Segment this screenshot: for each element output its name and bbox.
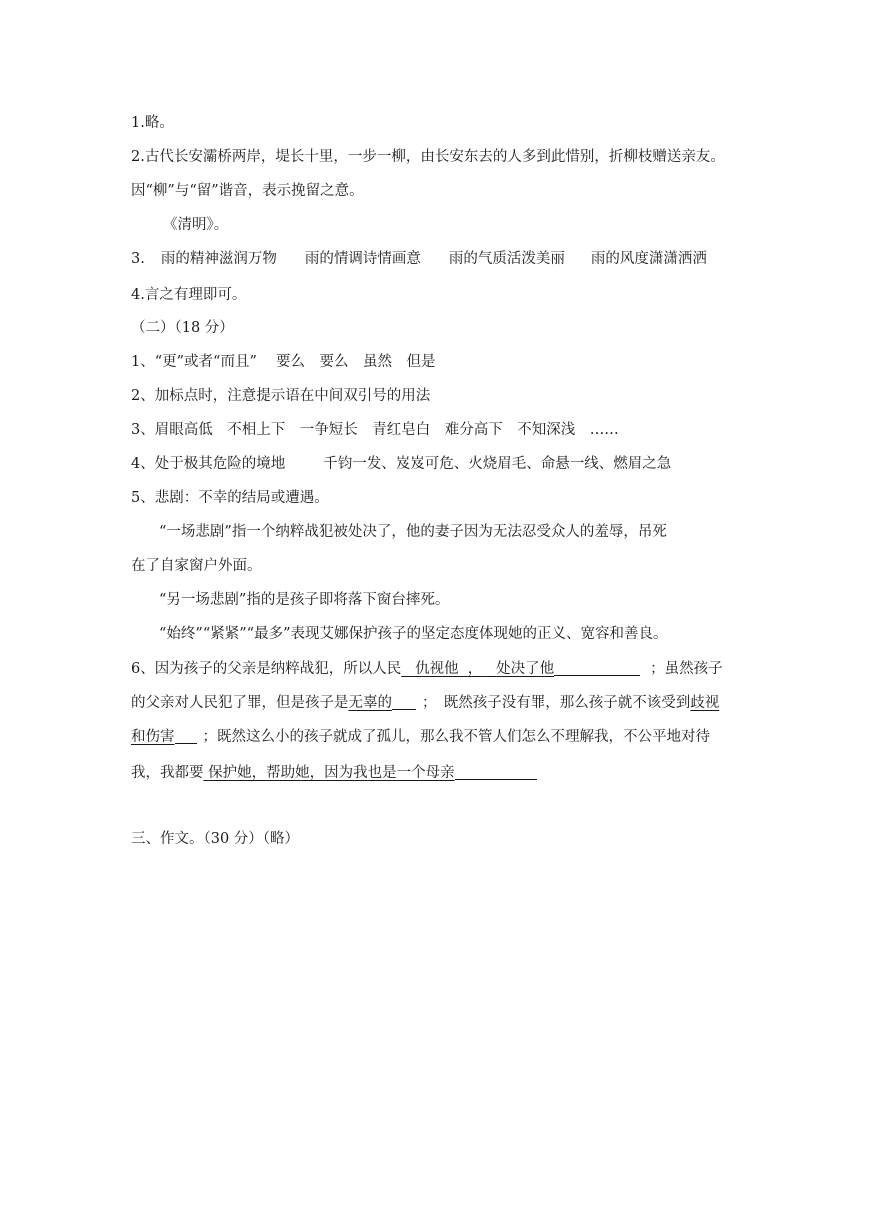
answer-3-part-2: 雨的情调诗情画意 [304, 251, 421, 267]
section-2-answer-2: 2、加标点时，注意提示语在中间双引号的用法 [131, 388, 431, 404]
section-2-answer-3: 3、眉眼高低 不相上下 一争短长 青红皂白 难分高下 不知深浅 …… [131, 422, 619, 438]
answer-5-para2: “另一场悲剧”指的是孩子即将落下窗台摔死。 [159, 592, 450, 608]
answer-6-fill-harm: 和伤害 [131, 729, 175, 745]
answer-3 [131, 249, 707, 269]
answer-2-poem: 《清明》。 [163, 217, 229, 233]
answer-5-para3: “始终”“紧紧”“最多”表现艾娜保护孩子的坚定态度体现她的正义、宽容和善良。 [159, 626, 668, 642]
answer-6-blank-line-4 [455, 764, 537, 780]
answer-2-line2: 因“柳”与“留”谐音，表示挽留之意。 [131, 183, 364, 199]
section-2-heading: （二）（18 分） [131, 320, 234, 336]
section-3-essay: 三、作文。（30 分）（略） [131, 831, 300, 847]
answer-2-line1: 2.古代长安灞桥两岸，堤长十里，一步一柳，由长安东去的人多到此惜别，折柳枝赠送亲友。 [131, 149, 725, 165]
section-2-answer-5: 5、悲剧：不幸的结局或遭遇。 [131, 490, 329, 506]
answer-6-fill-discrimination: 歧视 [690, 695, 720, 711]
answer-6-blank-line [554, 660, 640, 676]
answer-6-fill-protect: 保护她，帮助她，因为我也是一个母亲 [208, 765, 455, 781]
section-2-answer-6-line2 [131, 693, 719, 713]
answer-3-number: 3. [131, 251, 145, 267]
answer-6-blank-line-2 [392, 694, 416, 710]
section-2-answer-6-line3 [131, 727, 710, 747]
answer-4-explanation: 4、处于极其危险的境地 [131, 456, 286, 472]
answer-3-part-3: 雨的气质活泼美丽 [448, 251, 565, 267]
answer-6-fill-hate: 仇视他 ， 处决了他 [415, 661, 555, 677]
answer-4: 4.言之有理即可。 [131, 287, 247, 303]
answer-1: 1.略。 [131, 115, 174, 131]
answer-6-text-e: ；虽然孩子 [650, 661, 723, 677]
answer-6-text-h: ；既然这么小的孩子就成了孤儿，那么我不管人们怎么不理解我，不公平地对待 [202, 729, 710, 745]
answer-6-text-g: ； 既然孩子没有罪，那么孩子就不该受到 [422, 695, 691, 711]
answer-5-para1-line2: 在了自家窗户外面。 [131, 558, 262, 574]
answer-4-synonyms: 千钧一发、岌岌可危、火烧眉毛、命悬一线、燃眉之急 [323, 456, 672, 472]
answer-6-text-f: 的父亲对人民犯了罪，但是孩子是 [131, 695, 349, 711]
answer-5-para1-line1: “一场悲剧”指一个纳粹战犯被处决了，他的妻子因为无法忍受众人的羞辱，吊死 [159, 524, 667, 540]
section-2-answer-6-line4 [131, 763, 537, 783]
answer-3-part-4: 雨的风度潇潇洒洒 [590, 251, 707, 267]
section-2-answer-4 [131, 454, 671, 474]
answer-3-part-1: 雨的精神滋润万物 [160, 251, 277, 267]
answer-6-fill-innocent: 无辜的 [348, 695, 392, 711]
answer-6-text-a: 6、因为孩子的父亲是纳粹战犯，所以人民 [131, 661, 402, 677]
section-2-answer-6-line1 [131, 659, 723, 679]
section-2-answer-1: 1、“更”或者“而且” 要么 要么 虽然 但是 [131, 354, 436, 370]
answer-6-text-i: 我，我都要 [131, 765, 204, 781]
answer-6-blank-line-3 [175, 728, 197, 744]
